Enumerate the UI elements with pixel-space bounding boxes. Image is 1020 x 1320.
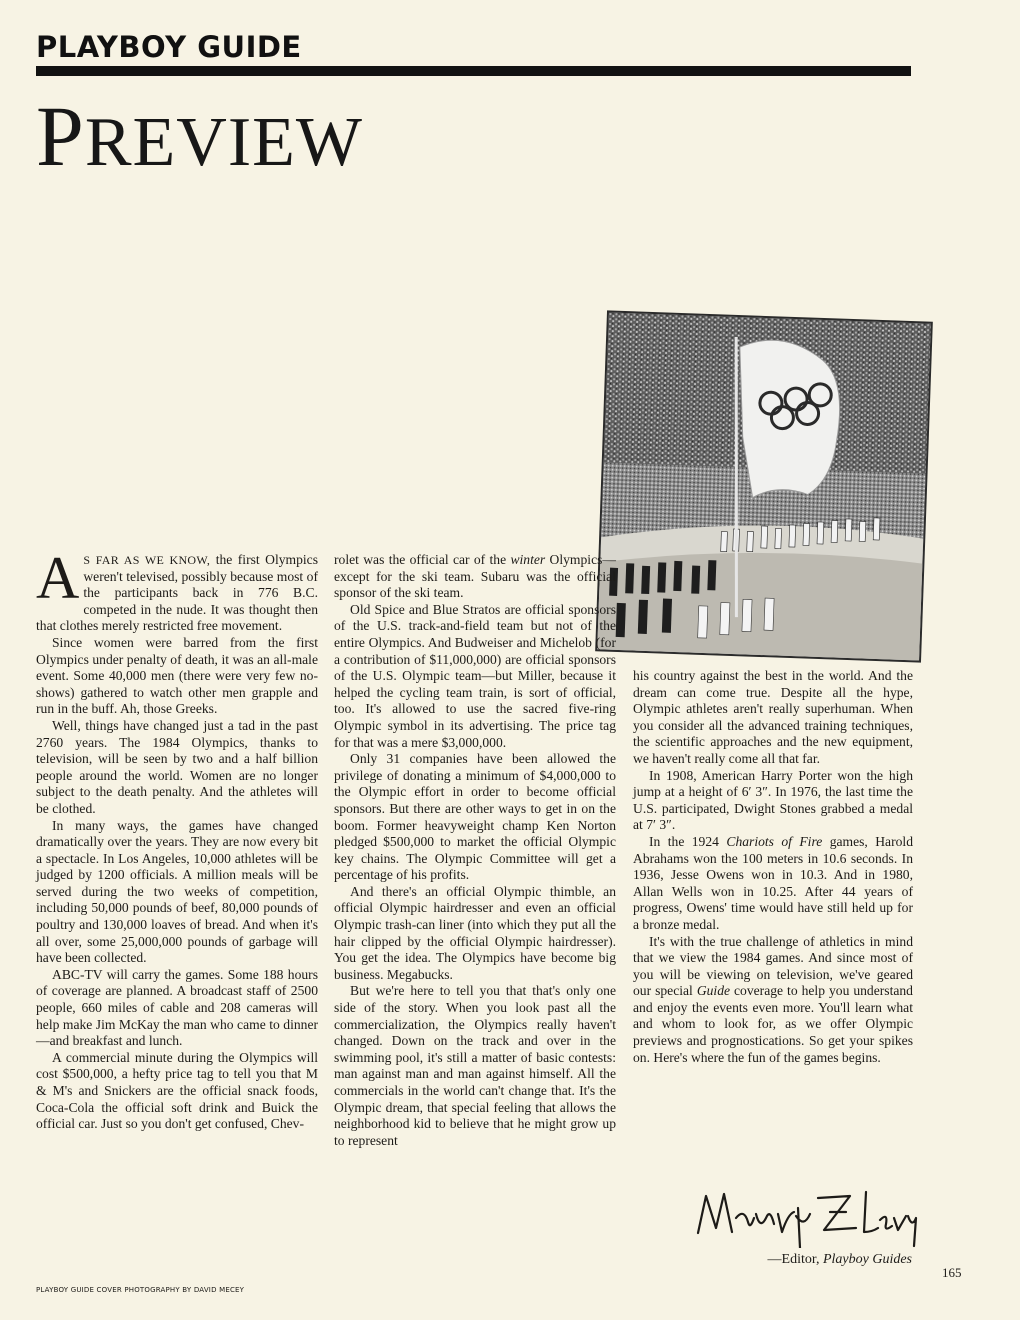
editor-signature	[690, 1178, 920, 1248]
article-paragraph: Only 31 companies have been allowed the privilege of donating a minimum of $4,000,000 to the Olympic effort in order to become official sponsors. But there are other ways to get in on the boom. Former heavyweight champ Ken Norton pledged $500,000 to market the official Olympic key chains. The Olympic Committee will get a percentage of his profits.	[334, 751, 616, 883]
page-number: 165	[942, 1265, 962, 1280]
editor-sign-off: —Editor, Playboy Guides	[767, 1252, 912, 1267]
olympic-photo	[597, 312, 931, 660]
article-paragraph: But we're here to tell you that that's only one side of the story. When you look past all the commercialization, the Olympics really haven't changed. Down on the track and over in the swimming pool, it's still a matter of basic contests: man against man and man against himself. All the commercials in the world can't change that. It's the Olympic dream, that special feeling that allows the neighborhood kid to believe that he might grow up to represent	[334, 983, 616, 1148]
article-paragraph: It's with the true challenge of athletics in mind that we view the 1984 games. And since most of you will be viewing on television, we've geared our special Guide coverage to help you understand and enjoy the events even more. You'll learn what and whom to look for, as we offer Olympic previews and prognostications. So get your spikes on. Here's where the fun of the games begins.	[633, 933, 913, 1065]
article-column-1	[36, 545, 319, 1133]
stadium-photo-illustration	[597, 312, 931, 660]
article-column-3	[633, 668, 913, 1066]
article-paragraph: Well, things have changed just a tad in the past 2760 years. The 1984 Olympics, thanks to television, will be seen by two and a half billion people around the world. Women are no longer subject to the death penalty. And the athletes will be clothed.	[36, 717, 318, 816]
article-paragraph: Old Spice and Blue Stratos are official sponsors of the U.S. track-and-field team but not of the entire Olympics. And Budweiser and Michelob (for a contribution of $11,000,000) are official sponsors of the U.S. Olympic team—but Miller, because it helped the cycling team train, is sort of official, too. It's allowed to use the sacred five-ring Olympic symbol in its advertising. The price tag for that was a mere $3,000,000.	[334, 601, 616, 750]
article-paragraph: In many ways, the games have changed dramatically over the years. They are now every bit a spectacle. In Los Angeles, 10,000 athletes will be judged by 1200 officials. A million meals will be served during the two weeks of competition, including 50,000 pounds of beef, 80,000 pounds of poultry and 130,000 loaves of bread. And when it's all over, some 25,000,000 pounds of garbage will have been collected.	[36, 817, 318, 966]
article-paragraph: his country against the best in the world. And the dream can come true. Despite all the hype, Olympic athletes aren't really superhuman. When you consider all the advanced training techniques, the scientific approaches and the new equipment, we haven't really come all that far.	[633, 668, 913, 766]
article-paragraph: In the 1924 Chariots of Fire games, Harold Abrahams won the 100 meters in 10.6 seconds. In 1936, Jesse Owens won in 10.3. And in 1980, Allan Wells won in 10.25. After 44 years of progress, Owens' time would have still held up for a bronze medal.	[633, 833, 913, 932]
drop-cap: A	[36, 545, 80, 611]
article-paragraph: rolet was the official car of the winter Olympics—except for the ski team. Subaru was the official sponsor of the ski team.	[334, 552, 616, 601]
article-paragraph: In 1908, American Harry Porter won the high jump at a height of 6′ 3″. In 1976, the last time the U.S. participated, Dwight Stones grabbed a medal at 7′ 3″.	[633, 767, 913, 833]
lead-in: S FAR AS WE KNOW,	[83, 553, 211, 567]
article-paragraph: Since women were barred from the first Olympics under penalty of death, it was an all-male event. Some 40,000 men (there were very few no-shows) gathered to watch other men grapple and run in the buff. Ah, those Greeks.	[36, 634, 318, 717]
article-paragraph: And there's an official Olympic thimble, an official Olympic hairdresser and even an official Olympic trash-can liner (into which they put all the hair clipped by the official Olympic hairdresser). You get the idea. The Olympics have become big business. Megabucks.	[334, 883, 616, 982]
article-paragraph: A S FAR AS WE KNOW, the first Olympics weren't televised, possibly because most of the participants back in 776 B.C. competed in the nude. It was thought then that clothes merely restricted free movement.	[36, 545, 319, 634]
photo-credit: PLAYBOY GUIDE COVER PHOTOGRAPHY BY DAVID MECEY	[36, 1286, 245, 1294]
section-label: PLAYBOY GUIDE	[36, 30, 302, 64]
article-column-2	[334, 552, 616, 1149]
article-paragraph: A commercial minute during the Olympics will cost $500,000, a hefty price tag to tell you that M & M's and Snickers are the official snack foods, Coca-Cola the official soft drink and Buick the official car. Just so you don't get confused, Chev-	[36, 1049, 318, 1132]
page-title: PREVIEW	[36, 88, 363, 184]
header-rule	[36, 66, 911, 76]
article-paragraph: ABC-TV will carry the games. Some 188 hours of coverage are planned. A broadcast staff of 2500 people, 660 miles of cable and 208 cameras will help make Jim McKay the man who came to dinner—and breakfast and lunch.	[36, 966, 318, 1049]
